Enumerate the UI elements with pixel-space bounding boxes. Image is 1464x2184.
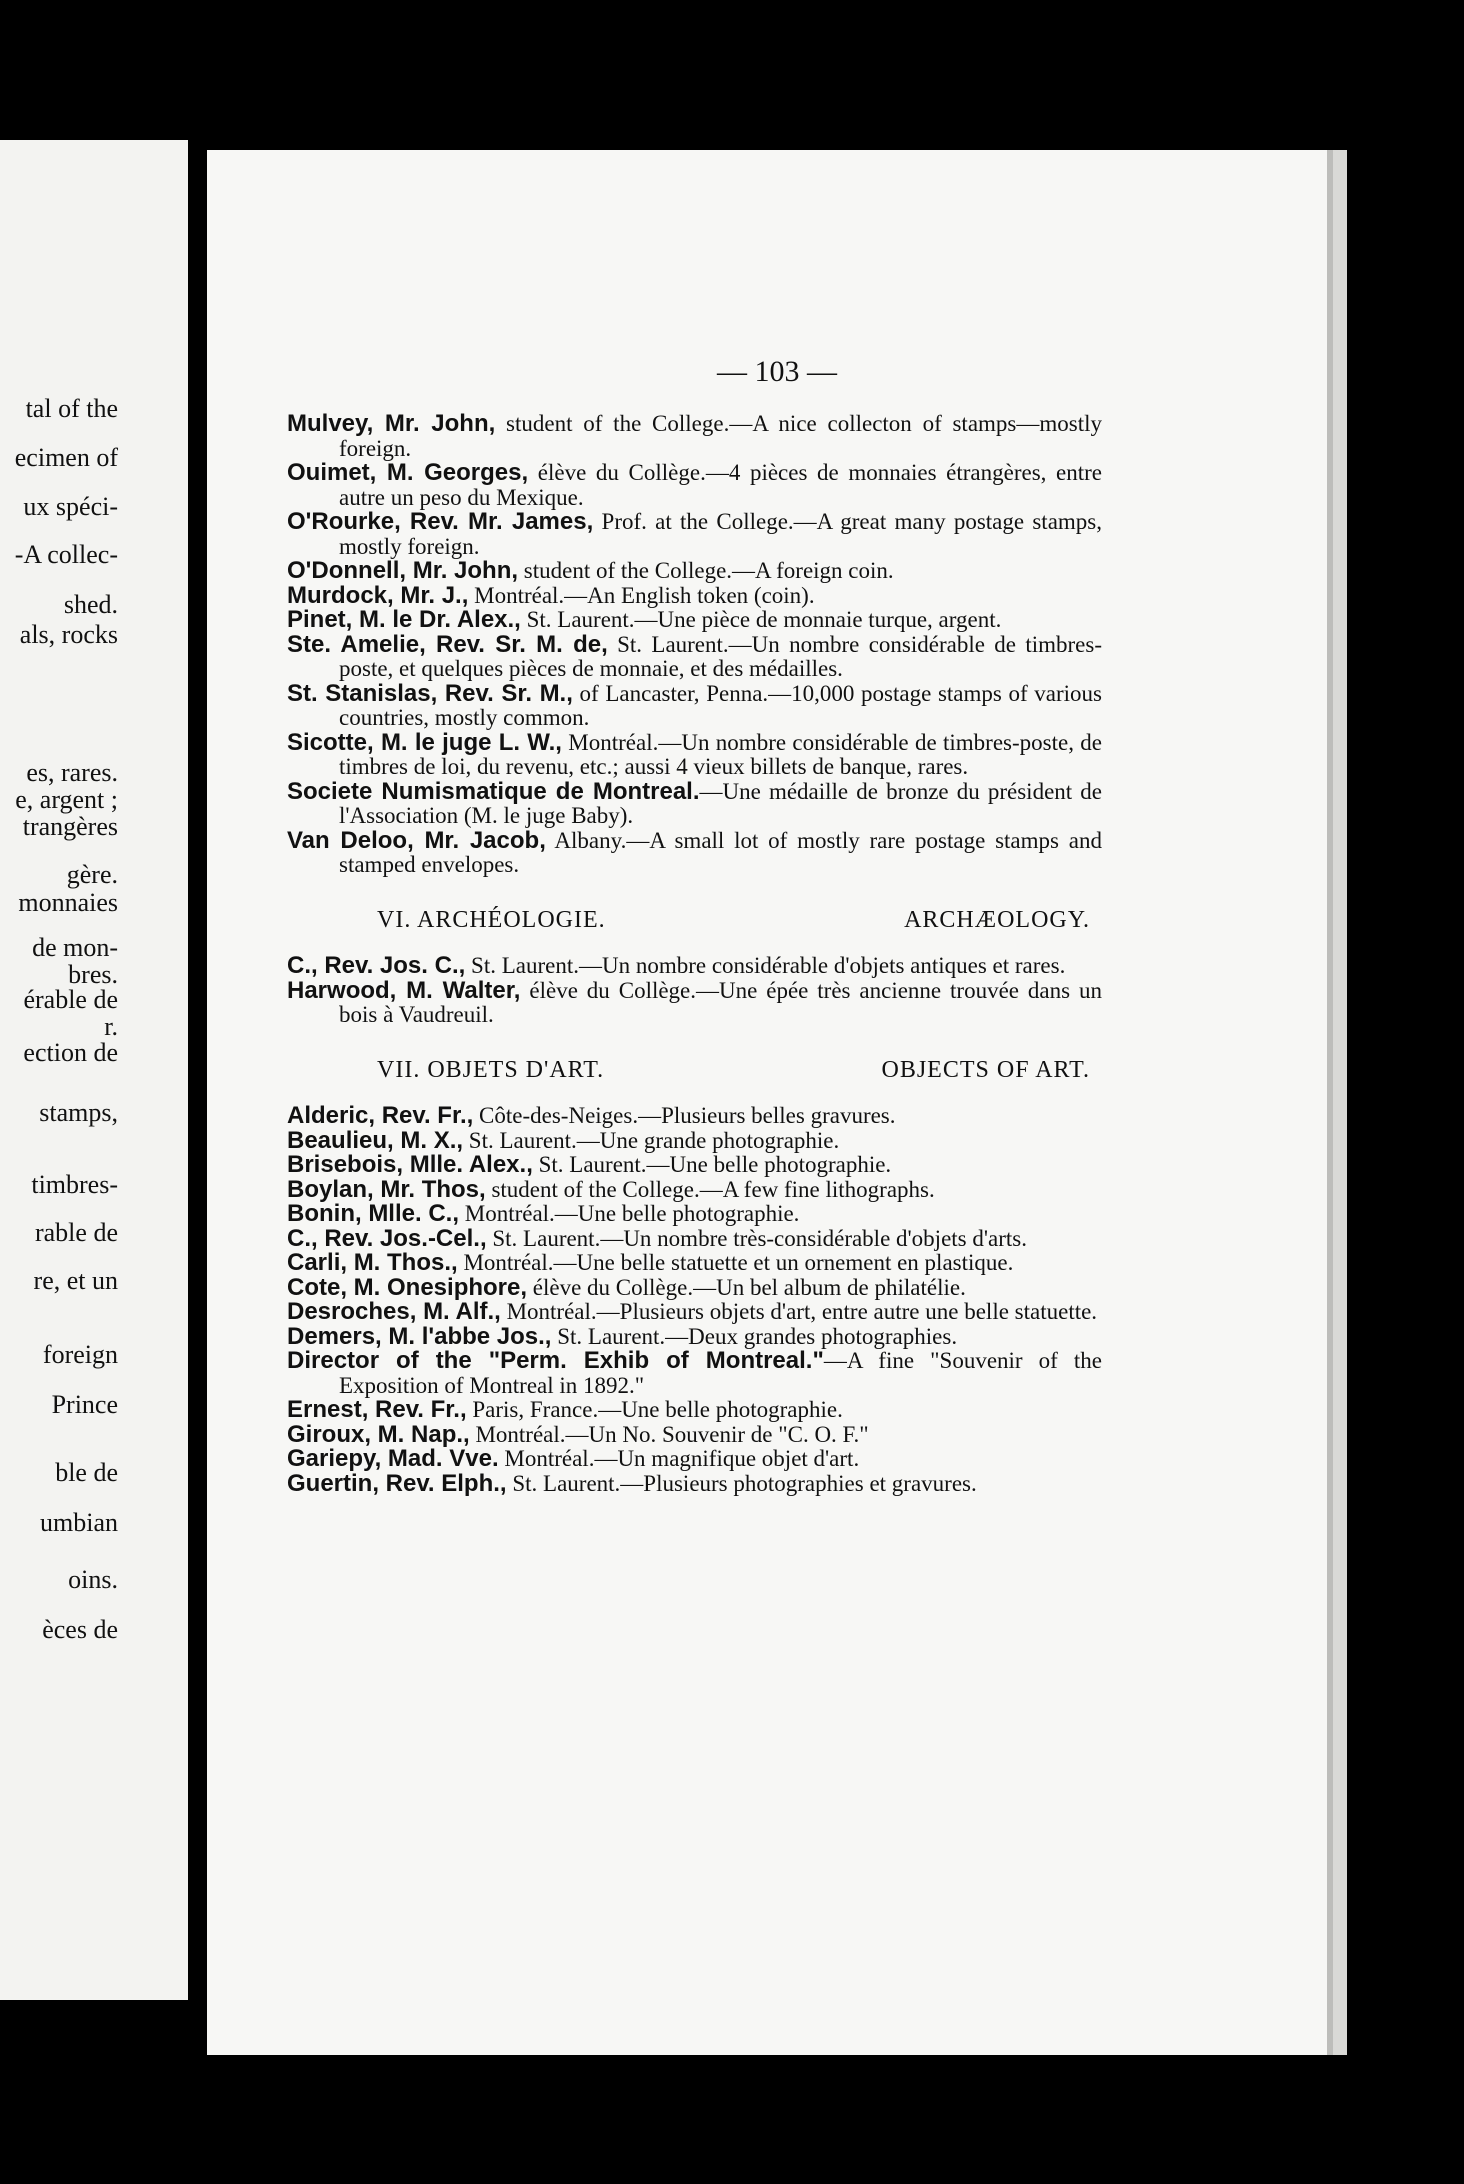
donor-name: Director of the "Perm. Exhib of Montreal." <box>287 1347 824 1374</box>
donor-list <box>287 412 1102 878</box>
left-page-fragment: ux spéci- <box>23 492 118 521</box>
donor-entry <box>287 1447 1102 1472</box>
donor-name: Guertin, Rev. Elph., <box>287 1469 507 1497</box>
left-page-fragment: re, et un <box>33 1266 118 1295</box>
donation-description: student of the College.—A foreign coin. <box>518 558 894 583</box>
donation-description: Montréal.—Un No. Souvenir de "C. O. F." <box>469 1421 869 1447</box>
left-page-fragment: -A collec- <box>14 540 118 569</box>
donor-entry <box>287 1273 1102 1301</box>
donor-name: Bonin, Mlle. C., <box>287 1200 459 1227</box>
donor-name: Demers, M. l'abbe Jos., <box>287 1322 552 1350</box>
donor-entry <box>287 630 1102 682</box>
donor-name: Beaulieu, M. X., <box>287 1126 464 1154</box>
left-page-fragment: monnaies <box>18 888 118 917</box>
donation-description: St. Laurent.—Une belle photographie. <box>532 1152 892 1177</box>
donation-description: Montréal.—Plusieurs objets d'art, entre autre une belle statuette. <box>500 1299 1098 1324</box>
donation-description: St. Laurent.—Une grande photographie. <box>463 1127 840 1153</box>
previous-page-edge <box>0 140 188 2000</box>
donor-name: Alderic, Rev. Fr., <box>287 1102 474 1129</box>
donation-description: Montréal.—An English token (coin). <box>468 582 815 608</box>
donation-description: Côte-des-Neiges.—Plusieurs belles gravures. <box>473 1103 896 1128</box>
donor-entry <box>287 1420 1102 1448</box>
donation-description: Paris, France.—Une belle photographie. <box>466 1397 843 1422</box>
donor-entry <box>287 777 1102 829</box>
left-page-fragment: foreign <box>42 1340 118 1369</box>
donor-name: Van Deloo, Mr. Jacob, <box>287 826 546 854</box>
left-page-fragment: gère. <box>66 860 118 889</box>
donor-name: Mulvey, Mr. John, <box>287 410 496 437</box>
donation-description: élève du Collège.—Un bel album de philatélie. <box>527 1274 966 1300</box>
left-page-fragment: èces de <box>42 1615 118 1644</box>
donation-description: of Lancaster, Penna.—10,000 postage stamps of various countries, mostly common. <box>339 680 1102 730</box>
donor-name: C., Rev. Jos.-Cel., <box>287 1224 487 1252</box>
page-number: — 103 — <box>717 355 837 388</box>
donor-name: Ste. Amelie, Rev. Sr. M. de, <box>287 630 608 658</box>
donor-entry <box>287 679 1102 731</box>
section-heading-archaeology <box>287 908 1102 933</box>
donor-name: Ouimet, M. Georges, <box>287 459 529 486</box>
left-page-fragment: bres. <box>68 960 118 989</box>
donation-description: St. Laurent.—Un nombre très-considérable d'objets d'arts. <box>486 1225 1027 1251</box>
left-page-fragment: ble de <box>55 1458 118 1487</box>
donor-entry <box>287 581 1102 609</box>
donor-entry <box>287 1251 1102 1276</box>
donation-description: St. Laurent.—Une pièce de monnaie turque, argent. <box>520 607 1002 632</box>
donation-description: Montréal.—Un nombre considérable de timbres-poste, de timbres de loi, du revenu, etc.; aussi 4 vieux billets de banque, rares. <box>339 729 1103 779</box>
donor-name: C., Rev. Jos. C., <box>287 952 466 979</box>
donor-list <box>287 954 1102 1028</box>
donor-name: Sicotte, M. le juge L. W., <box>287 728 562 756</box>
donor-entry <box>287 1322 1102 1350</box>
donor-entry <box>287 1175 1102 1203</box>
donor-entry <box>287 1349 1102 1398</box>
donation-description: St. Laurent.—Un nombre considérable de timbres-poste, et quelques pièces de monnaie, et des médailles. <box>339 631 1102 681</box>
left-page-fragment: es, rares. <box>26 758 118 787</box>
donation-description: Montréal.—Une belle photographie. <box>459 1201 800 1226</box>
donor-entry <box>287 1224 1102 1252</box>
left-page-fragment: tal of the <box>25 394 118 423</box>
left-page-fragment: de mon- <box>32 933 118 962</box>
donation-description: Montréal.—Un magnifique objet d'art. <box>498 1446 860 1471</box>
donation-description: St. Laurent.—Un nombre considérable d'objets antiques et rares. <box>465 953 1066 978</box>
donor-name: O'Donnell, Mr. John, <box>287 557 519 584</box>
left-page-fragment: Prince <box>51 1390 118 1419</box>
section-title-french: VI. ARCHÉOLOGIE. <box>377 906 606 933</box>
left-page-fragment: umbian <box>40 1508 118 1537</box>
left-page-fragment: ecimen of <box>14 443 118 472</box>
donor-name: Ernest, Rev. Fr., <box>287 1396 467 1423</box>
donor-entry <box>287 1202 1102 1227</box>
section-heading-objects-of-art <box>287 1058 1102 1083</box>
donor-entry <box>287 510 1102 559</box>
donor-entry <box>287 1300 1102 1325</box>
donor-name: Giroux, M. Nap., <box>287 1420 470 1448</box>
document-page <box>207 150 1347 2055</box>
section-title-french: VII. OBJETS D'ART. <box>377 1056 605 1083</box>
left-page-fragment: r. <box>104 1012 118 1041</box>
left-page-fragment: érable de <box>23 985 118 1014</box>
donor-entry <box>287 608 1102 633</box>
donor-entry <box>287 461 1102 510</box>
donation-description: Montréal.—Une belle statuette et un ornement en plastique. <box>457 1250 1014 1275</box>
section-title-english: ARCHÆOLOGY. <box>904 906 1090 933</box>
donation-description: St. Laurent.—Plusieurs photographies et gravures. <box>506 1470 977 1496</box>
page-content <box>287 412 1102 1496</box>
donor-entry <box>287 1469 1102 1497</box>
donation-description: élève du Collège.—Une épée très ancienne trouvée dans un bois à Vaudreuil. <box>339 977 1102 1027</box>
donor-name: Gariepy, Mad. Vve. <box>287 1445 499 1472</box>
left-page-fragment: ection de <box>23 1038 118 1067</box>
donation-description: Albany.—A small lot of mostly rare postage stamps and stamped envelopes. <box>339 827 1102 877</box>
section-title-english: OBJECTS OF ART. <box>881 1056 1090 1083</box>
donor-entry <box>287 559 1102 584</box>
donor-name: Desroches, M. Alf., <box>287 1298 501 1325</box>
donor-name: Brisebois, Mlle. Alex., <box>287 1151 533 1178</box>
left-page-fragment: als, rocks <box>19 620 118 649</box>
left-page-fragment: timbres- <box>31 1170 118 1199</box>
donor-entry <box>287 954 1102 979</box>
donation-description: student of the College.—A nice collecton of stamps—mostly foreign. <box>339 411 1102 461</box>
left-page-fragment: shed. <box>63 590 118 619</box>
donor-name: St. Stanislas, Rev. Sr. M., <box>287 679 573 707</box>
donor-name: Pinet, M. le Dr. Alex., <box>287 606 521 633</box>
donor-name: Societe Numismatique de Montreal. <box>287 777 700 805</box>
donor-entry <box>287 1104 1102 1129</box>
donor-entry <box>287 412 1102 461</box>
donor-entry <box>287 1398 1102 1423</box>
left-page-fragment: rable de <box>34 1218 118 1247</box>
left-page-fragment: e, argent ; <box>15 785 118 814</box>
donor-name: Carli, M. Thos., <box>287 1249 458 1276</box>
donation-description: student of the College.—A few fine lithographs. <box>485 1176 935 1202</box>
donor-name: Cote, M. Onesiphore, <box>287 1273 528 1301</box>
donation-description: Prof. at the College.—A great many postage stamps, mostly foreign. <box>339 509 1102 559</box>
donation-description: St. Laurent.—Deux grandes photographies. <box>551 1323 958 1349</box>
donor-entry <box>287 728 1103 780</box>
left-page-fragment: stamps, <box>39 1098 118 1127</box>
left-page-fragment: trangères <box>22 812 118 841</box>
donation-description: —A fine "Souvenir of the Exposition of Montreal in 1892." <box>339 1348 1103 1398</box>
donor-name: Harwood, M. Walter, <box>287 976 521 1004</box>
donor-entry <box>287 1153 1102 1178</box>
left-page-fragment: oins. <box>68 1565 118 1594</box>
donor-entry <box>287 976 1102 1028</box>
donation-description: élève du Collège.—4 pièces de monnaies étrangères, entre autre un peso du Mexique. <box>339 460 1102 510</box>
donor-entry <box>287 1126 1102 1154</box>
donor-name: Murdock, Mr. J., <box>287 581 469 609</box>
donor-name: O'Rourke, Rev. Mr. James, <box>287 508 594 535</box>
donor-list <box>287 1104 1102 1496</box>
donor-entry <box>287 826 1102 878</box>
donor-name: Boylan, Mr. Thos, <box>287 1175 486 1203</box>
donation-description: —Une médaille de bronze du président de l'Association (M. le juge Baby). <box>339 778 1102 828</box>
